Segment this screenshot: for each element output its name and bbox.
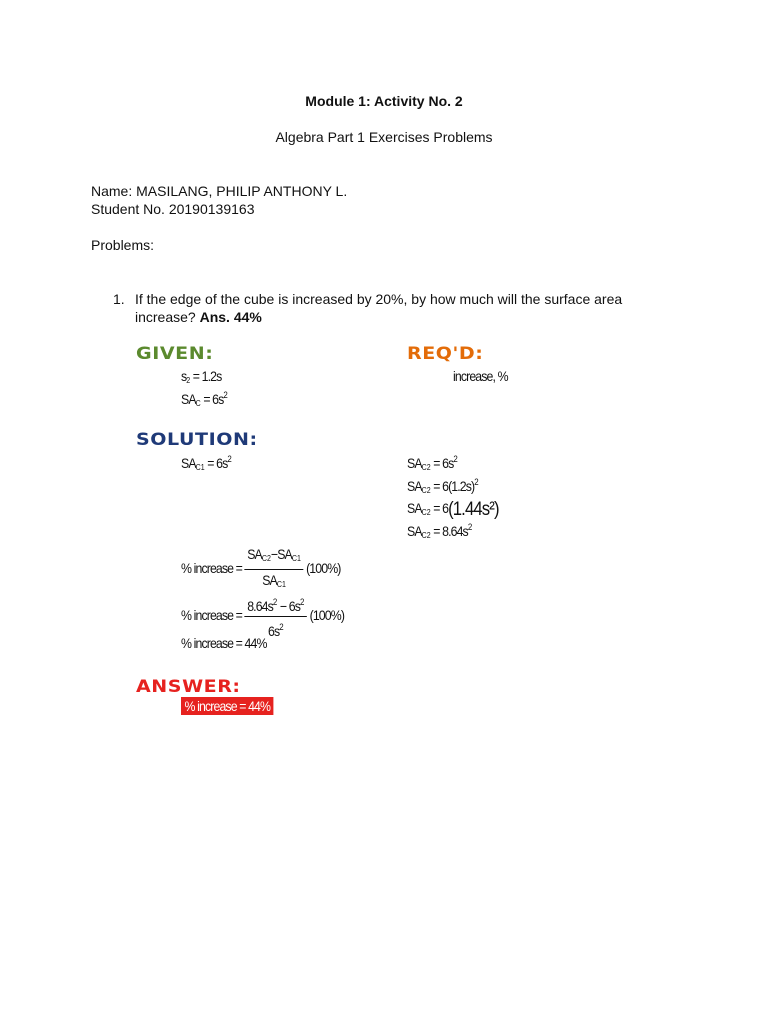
solution-sa-c2-line-3: $SA_{C2} = 6(1.44s^2)$ [407,499,499,520]
problems-label: Problems: [91,237,155,253]
answer-highlight: % increase = 44% [181,697,274,715]
percent-fraction-2: $\frac{8.64s^2 - 6s^2}{6s^2}$ [245,592,308,641]
problem-question: increase? [135,309,196,325]
problem-answer-label: Ans. 44% [199,309,262,325]
given-line-2: $SA_C = 6s^2$ [181,390,228,408]
solution-sa-c2-line-4: $SA_{C2} = 8.64s^2$ [407,522,473,540]
solution-sa-c2-line-2: $SA_{C2} = 6(1.2s)^2$ [407,477,479,495]
percent-formula-2: % increase = $\frac{8.64s^2 - 6s^2}{6s^2}$ (100%) [181,592,344,641]
page-subtitle: Algebra Part 1 Exercises Problems [275,129,493,145]
answer-heading: ANSWER: [136,677,241,697]
page-title: Module 1: Activity No. 2 [305,93,463,109]
reqd-heading: REQ'D: [407,344,484,364]
given-heading: GIVEN: [136,344,214,364]
solution-sa-c2-line-1: $SA_{C2} = 6s^2$ [407,454,458,472]
percent-fraction-1: $\frac{SA_{C2}-SA_{C1}}{SA_{C1}}$ [245,544,304,595]
given-line-1: $s_2 = 1.2s$ [181,368,222,385]
problem-text-line2 [135,309,262,325]
solution-heading: SOLUTION: [136,430,258,450]
percent-formula-3: % increase = 44% [181,635,267,651]
student-number: Student No. 20190139163 [91,201,255,217]
solution-sa-c1: $SA_{C1} = 6s^2$ [181,454,232,472]
percent-formula-1: % increase = $\frac{SA_{C2}-SA_{C1}}{SA_{C1}}$ (100%) [181,544,341,595]
problem-text-line1: If the edge of the cube is increased by 20%, by how much will the surface area [135,291,623,307]
answer-value [181,698,274,714]
reqd-line-1: increase, % [453,368,508,384]
problem-number: 1. [113,291,125,307]
student-name: Name: MASILANG, PHILIP ANTHONY L. [91,183,348,199]
